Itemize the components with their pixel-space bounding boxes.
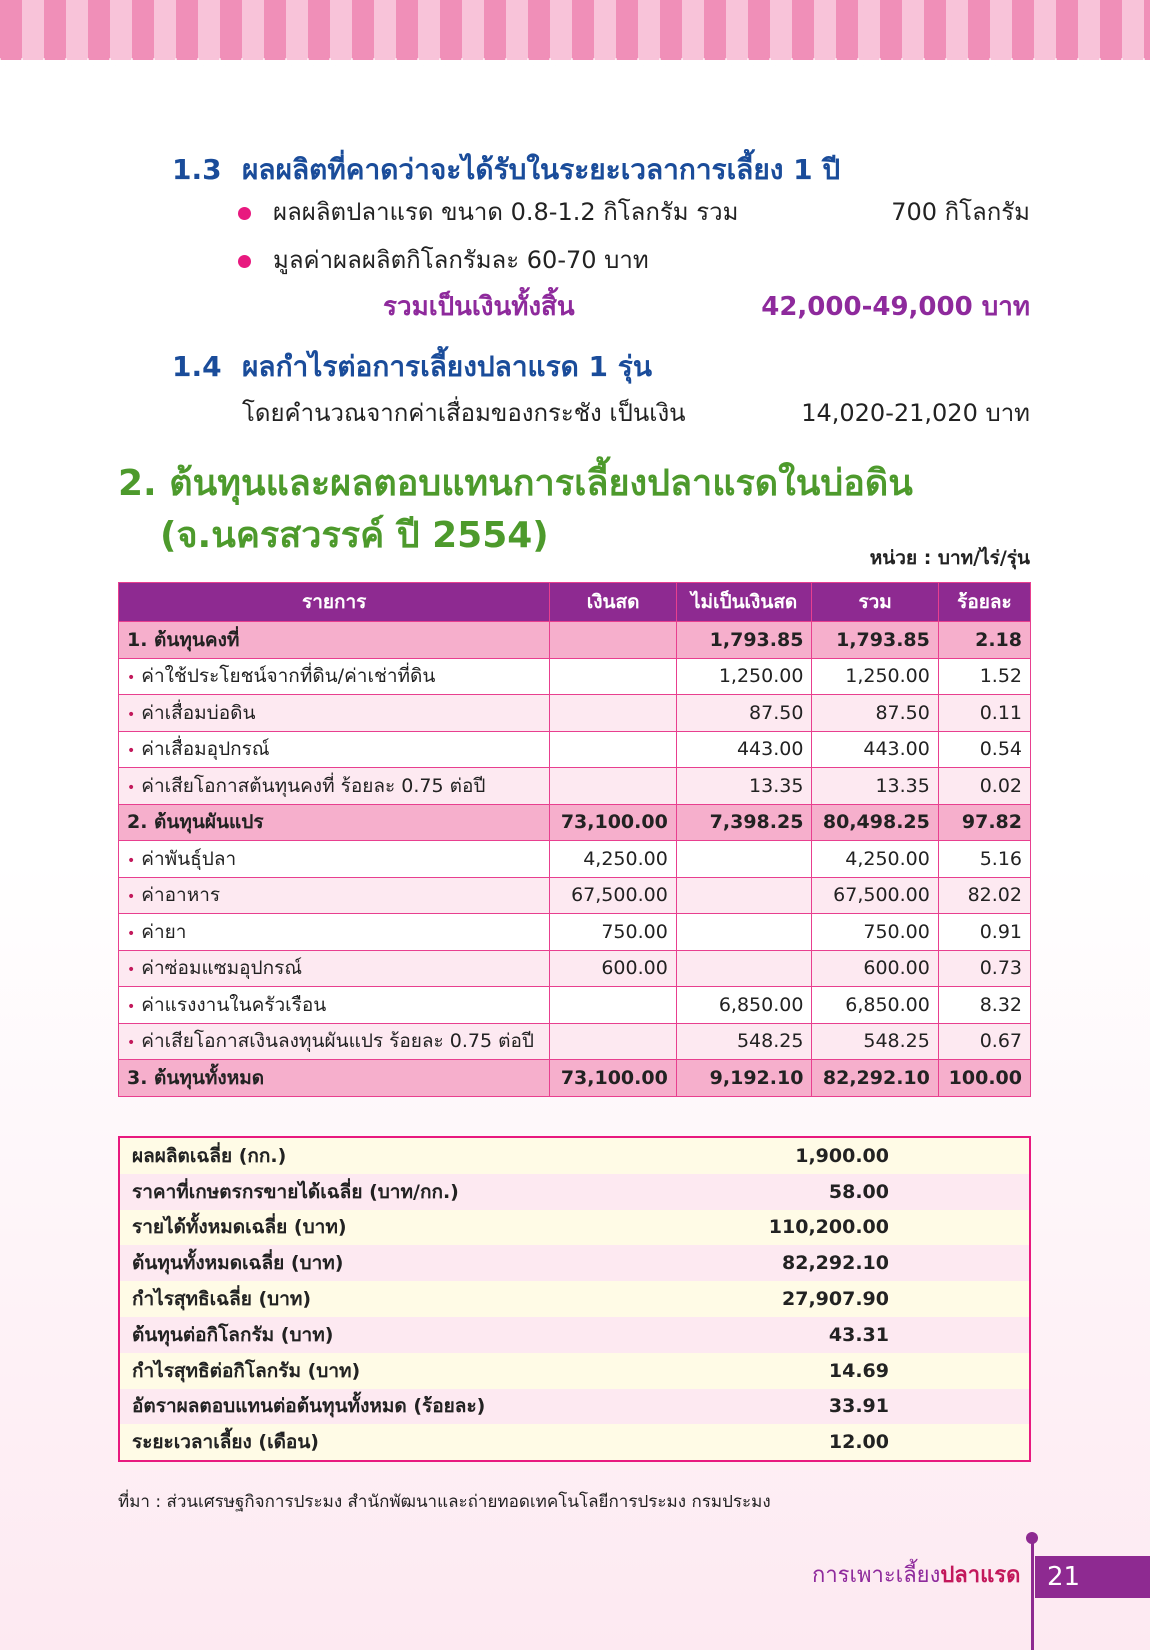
summary-label: รายได้ทั้งหมดเฉลี่ย (บาท)	[119, 1210, 627, 1246]
cost-item-label: ค่าเสื่อมอุปกรณ์	[141, 738, 270, 761]
bullet-yield-text: ผลผลิตปลาแรด ขนาด 0.8-1.2 กิโลกรัม รวม	[273, 198, 739, 226]
cost-cell-total: 80,498.25	[812, 804, 938, 841]
cost-cell-item	[119, 950, 550, 987]
col-header-total: รวม	[812, 583, 938, 622]
summary-value: 14.69	[627, 1353, 1030, 1389]
cost-group-row	[119, 622, 1031, 659]
cost-item-row	[119, 695, 1031, 732]
cost-cell-item	[119, 841, 550, 878]
cost-cell-noncash: 87.50	[676, 695, 812, 732]
cost-item-label: ค่าอาหาร	[141, 884, 221, 907]
summary-value: 58.00	[627, 1174, 1030, 1210]
section-2-title-line1: 2. ต้นทุนและผลตอบแทนการเลี้ยงปลาแรดในบ่อดิน	[118, 463, 913, 504]
cost-cell-cash: 4,250.00	[550, 841, 676, 878]
summary-label: กำไรสุทธิเฉลี่ย (บาท)	[119, 1281, 627, 1317]
bullet-icon: •	[127, 670, 136, 687]
cost-cell-item	[119, 804, 550, 841]
cost-item-label: 1. ต้นทุนคงที่	[127, 628, 240, 651]
cost-cell-cash	[550, 622, 676, 659]
cost-cell-noncash: 1,793.85	[676, 622, 812, 659]
total-label: รวมเป็นเงินทั้งสิ้น	[383, 292, 575, 322]
cost-cell-pct: 97.82	[938, 804, 1030, 841]
cost-cell-item	[119, 987, 550, 1024]
profit-text: โดยคำนวณจากค่าเสื่อมของกระชัง เป็นเงิน	[242, 399, 686, 427]
bullet-icon: •	[127, 925, 136, 942]
cost-cell-item	[119, 731, 550, 768]
bullet-dot-icon	[238, 255, 251, 268]
summary-value: 82,292.10	[627, 1245, 1030, 1281]
cost-cell-cash: 600.00	[550, 950, 676, 987]
cost-cell-total: 1,250.00	[812, 658, 938, 695]
cost-cell-pct: 5.16	[938, 841, 1030, 878]
cost-item-label: ค่ายา	[141, 920, 187, 943]
summary-row	[119, 1281, 1030, 1317]
profit-value: 14,020-21,020 บาท	[801, 399, 1030, 427]
section-1-4-number: 1.4	[172, 350, 222, 383]
cost-cell-pct: 0.91	[938, 914, 1030, 951]
cost-cell-pct: 2.18	[938, 622, 1030, 659]
cost-item-row	[119, 1023, 1031, 1060]
summary-value: 1,900.00	[627, 1137, 1030, 1174]
cost-cell-pct: 0.67	[938, 1023, 1030, 1060]
cost-cell-noncash: 1,250.00	[676, 658, 812, 695]
section-1-3-number: 1.3	[172, 153, 222, 186]
cost-cell-total: 443.00	[812, 731, 938, 768]
cost-item-row	[119, 658, 1031, 695]
summary-label: อัตราผลตอบแทนต่อต้นทุนทั้งหมด (ร้อยละ)	[119, 1389, 627, 1425]
cost-item-row	[119, 914, 1031, 951]
cost-cell-noncash: 7,398.25	[676, 804, 812, 841]
section-2-title-line2: (จ.นครสวรรค์ ปี 2554)	[160, 515, 549, 556]
cost-cell-item	[119, 877, 550, 914]
cost-cell-total: 600.00	[812, 950, 938, 987]
cost-cell-cash	[550, 658, 676, 695]
section-1-3-heading	[172, 148, 840, 192]
cost-cell-pct: 100.00	[938, 1060, 1030, 1097]
summary-row	[119, 1245, 1030, 1281]
cost-cell-noncash	[676, 841, 812, 878]
total-value: 42,000-49,000 บาท	[761, 292, 1030, 322]
cost-item-row	[119, 987, 1031, 1024]
cost-item-label: ค่าเสื่อมบ่อดิน	[141, 701, 256, 724]
section-1-4-title: ผลกำไรต่อการเลี้ยงปลาแรด 1 รุ่น	[242, 350, 652, 383]
summary-row	[119, 1389, 1030, 1425]
bullet-dot-icon	[238, 207, 251, 220]
bullet-icon: •	[127, 998, 136, 1015]
cost-cell-total: 87.50	[812, 695, 938, 732]
col-header-cash: เงินสด	[550, 583, 676, 622]
cost-cell-noncash	[676, 914, 812, 951]
summary-row	[119, 1317, 1030, 1353]
summary-row	[119, 1137, 1030, 1174]
bullet-icon: •	[127, 1035, 136, 1052]
bullet-icon: •	[127, 852, 136, 869]
bullet-icon: •	[127, 743, 136, 760]
decorative-scallop-edge	[0, 58, 1150, 74]
cost-cell-total: 750.00	[812, 914, 938, 951]
bullet-value-text: มูลค่าผลผลิตกิโลกรัมละ 60-70 บาท	[273, 246, 649, 274]
cost-cell-total: 13.35	[812, 768, 938, 805]
footer-line-decoration	[1031, 1538, 1034, 1650]
unit-label: หน่วย : บาท/ไร่/รุ่น	[869, 547, 1030, 569]
cost-item-label: ค่าแรงงานในครัวเรือน	[141, 993, 327, 1016]
footer-book-title	[812, 1557, 1020, 1592]
cost-item-label: ค่าใช้ประโยชน์จากที่ดิน/ค่าเช่าที่ดิน	[141, 665, 436, 688]
summary-row	[119, 1424, 1030, 1461]
cost-item-row	[119, 877, 1031, 914]
cost-cell-noncash	[676, 877, 812, 914]
cost-cell-pct: 0.73	[938, 950, 1030, 987]
cost-cell-total: 6,850.00	[812, 987, 938, 1024]
summary-label: ต้นทุนทั้งหมดเฉลี่ย (บาท)	[119, 1245, 627, 1281]
page-number: 21	[1035, 1556, 1150, 1598]
bullet-yield	[238, 192, 738, 231]
section-1-4-heading	[172, 345, 652, 389]
summary-row	[119, 1210, 1030, 1246]
summary-value: 12.00	[627, 1424, 1030, 1461]
summary-label: ผลผลิตเฉลี่ย (กก.)	[119, 1137, 627, 1174]
summary-label: ต้นทุนต่อกิโลกรัม (บาท)	[119, 1317, 627, 1353]
cost-cell-noncash: 13.35	[676, 768, 812, 805]
cost-cell-noncash	[676, 950, 812, 987]
bullet-icon: •	[127, 889, 136, 906]
bullet-icon: •	[127, 962, 136, 979]
col-header-item: รายการ	[119, 583, 550, 622]
cost-cell-pct: 8.32	[938, 987, 1030, 1024]
cost-cell-noncash: 9,192.10	[676, 1060, 812, 1097]
cost-cell-cash: 73,100.00	[550, 1060, 676, 1097]
cost-item-label: ค่าเสียโอกาสเงินลงทุนผันแปร ร้อยละ 0.75 ต่อปี	[141, 1030, 534, 1053]
summary-table	[118, 1136, 1031, 1462]
cost-cell-cash	[550, 1023, 676, 1060]
cost-cell-item	[119, 622, 550, 659]
cost-cell-cash	[550, 731, 676, 768]
col-header-percent: ร้อยละ	[938, 583, 1030, 622]
cost-item-row	[119, 768, 1031, 805]
summary-value: 33.91	[627, 1389, 1030, 1425]
cost-cell-total: 548.25	[812, 1023, 938, 1060]
cost-cell-noncash: 443.00	[676, 731, 812, 768]
cost-cell-item	[119, 768, 550, 805]
summary-value: 110,200.00	[627, 1210, 1030, 1246]
cost-cell-item	[119, 1023, 550, 1060]
bullet-icon: •	[127, 779, 136, 796]
footer-title-plain: การเพาะเลี้ยง	[812, 1563, 941, 1588]
summary-label: กำไรสุทธิต่อกิโลกรัม (บาท)	[119, 1353, 627, 1389]
cost-cell-cash	[550, 695, 676, 732]
cost-cell-item	[119, 1060, 550, 1097]
bullet-icon: •	[127, 706, 136, 723]
summary-value: 43.31	[627, 1317, 1030, 1353]
cost-cell-item	[119, 658, 550, 695]
footer-title-bold: ปลาแรด	[940, 1563, 1021, 1588]
cost-item-label: 3. ต้นทุนทั้งหมด	[127, 1066, 265, 1089]
cost-cell-item	[119, 914, 550, 951]
cost-cell-cash: 750.00	[550, 914, 676, 951]
cost-cell-cash: 73,100.00	[550, 804, 676, 841]
summary-label: ราคาที่เกษตรกรขายได้เฉลี่ย (บาท/กก.)	[119, 1174, 627, 1210]
summary-row	[119, 1353, 1030, 1389]
cost-cell-pct: 82.02	[938, 877, 1030, 914]
cost-item-label: ค่าพันธุ์ปลา	[141, 847, 237, 870]
bullet-value-per-kg	[238, 240, 649, 279]
cost-table-header-row	[119, 583, 1031, 622]
summary-row	[119, 1174, 1030, 1210]
cost-item-label: ค่าเสียโอกาสต้นทุนคงที่ ร้อยละ 0.75 ต่อปี	[141, 774, 486, 797]
cost-cell-total: 4,250.00	[812, 841, 938, 878]
cost-table	[118, 582, 1031, 1097]
col-header-noncash: ไม่เป็นเงินสด	[676, 583, 812, 622]
cost-cell-cash: 67,500.00	[550, 877, 676, 914]
cost-cell-total: 67,500.00	[812, 877, 938, 914]
cost-cell-pct: 1.52	[938, 658, 1030, 695]
cost-cell-pct: 0.02	[938, 768, 1030, 805]
cost-group-row	[119, 804, 1031, 841]
cost-cell-total: 1,793.85	[812, 622, 938, 659]
cost-cell-noncash: 6,850.00	[676, 987, 812, 1024]
cost-cell-noncash: 548.25	[676, 1023, 812, 1060]
cost-cell-pct: 0.54	[938, 731, 1030, 768]
source-note: ที่มา : ส่วนเศรษฐกิจการประมง สำนักพัฒนาและถ่ายทอดเทคโนโลยีการประมง กรมประมง	[118, 1492, 771, 1512]
cost-item-row	[119, 841, 1031, 878]
cost-cell-pct: 0.11	[938, 695, 1030, 732]
cost-cell-total: 82,292.10	[812, 1060, 938, 1097]
section-1-3-title: ผลผลิตที่คาดว่าจะได้รับในระยะเวลาการเลี้ยง 1 ปี	[242, 153, 841, 186]
cost-cell-cash	[550, 987, 676, 1024]
summary-value: 27,907.90	[627, 1281, 1030, 1317]
cost-item-row	[119, 731, 1031, 768]
cost-item-label: 2. ต้นทุนผันแปร	[127, 811, 264, 834]
cost-item-label: ค่าซ่อมแซมอุปกรณ์	[141, 957, 302, 980]
cost-cell-cash	[550, 768, 676, 805]
cost-group-row	[119, 1060, 1031, 1097]
bullet-yield-value: 700 กิโลกรัม	[891, 198, 1030, 226]
summary-label: ระยะเวลาเลี้ยง (เดือน)	[119, 1424, 627, 1461]
cost-item-row	[119, 950, 1031, 987]
cost-cell-item	[119, 695, 550, 732]
